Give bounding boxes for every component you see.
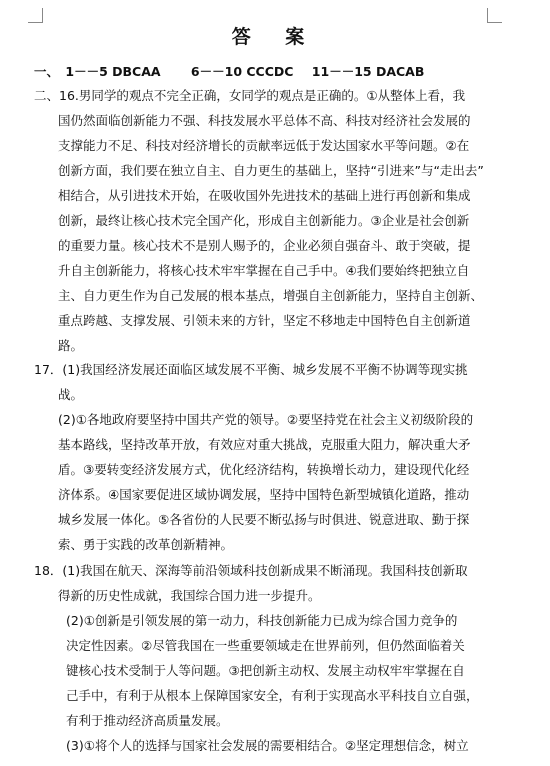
crop-mark-top-right xyxy=(487,8,502,23)
q18-line: 18．(1)我国在航天、深海等前沿领域科技创新成果不断涌现。我国科技创新取 xyxy=(34,563,468,578)
q17-line: 索、勇于实践的改革创新精神。 xyxy=(58,537,234,552)
answer-key-line xyxy=(34,62,424,80)
q16-line: 创新，最终让核心技术完全国产化，形成自主创新能力。③企业是社会创新 xyxy=(58,213,470,228)
q18-line: 键核心技术受制于人等问题。③把创新主动权、发展主动权牢牢掌握在自 xyxy=(66,663,465,678)
q16-line: 二、16.男同学的观点不完全正确，女同学的观点是正确的。①从整体上看，我 xyxy=(34,88,466,103)
answer-group-6-10: 6－－10 CCCDC xyxy=(190,64,294,79)
q18-line: (2)①创新是引领发展的第一动力，科技创新能力已成为综合国力竞争的 xyxy=(66,613,458,628)
section-one-prefix: 一、 xyxy=(34,64,60,79)
q16-line: 重点跨越、支撑发展、引领未来的方针，坚定不移地走中国特色自主创新道 xyxy=(58,313,471,328)
q17-line: (2)①各地政府要坚持中国共产党的领导。②要坚持党在社会主义初级阶段的 xyxy=(58,412,474,427)
q18-line: 得新的历史性成就，我国综合国力进一步提升。 xyxy=(58,588,321,603)
q16-line: 创新方面，我们要在独立自主、自力更生的基础上，坚持“引进来”与“走出去” xyxy=(58,163,484,178)
answer-group-1-5: 1－－5 DBCAA xyxy=(65,64,161,79)
page-title: 答 案 xyxy=(231,26,319,48)
q16-line: 路。 xyxy=(58,338,84,353)
answer-group-11-15: 11－－15 DACAB xyxy=(311,64,425,79)
q18-line: (3)①将个人的选择与国家社会发展的需要相结合。②坚定理想信念，树立 xyxy=(66,738,469,753)
q17-line: 城乡发展一体化。⑤各省份的人民要不断弘扬与时俱进、锐意进取、勤于探 xyxy=(58,512,470,527)
q17-line: 盾。③要转变经济发展方式，优化经济结构，转换增长动力，建设现代化经 xyxy=(58,462,470,477)
q17-line: 战。 xyxy=(58,387,84,402)
q17-line: 基本路线，坚持改革开放，有效应对重大挑战，克服重大阻力，解决重大矛 xyxy=(58,437,471,452)
q16-line: 相结合，从引进技术开始，在吸收国外先进技术的基础上进行再创新和集成 xyxy=(58,188,471,203)
q18-line: 有利于推动经济高质量发展。 xyxy=(66,713,229,728)
q16-line: 的重要力量。核心技术不是别人赐予的，企业必须自强奋斗、敢于突破，提 xyxy=(58,238,471,253)
q16-line: 国仍然面临创新能力不强、科技发展水平总体不高、科技对经济社会发展的 xyxy=(58,113,471,128)
q17-line: 济体系。④国家要促进区域协调发展，坚持中国特色新型城镇化道路，推动 xyxy=(58,487,470,502)
q18-line: 己手中，有利于从根本上保障国家安全，有利于实现高水平科技自立自强， xyxy=(66,688,479,703)
q17-line: 17．(1)我国经济发展还面临区域发展不平衡、城乡发展不平衡不协调等现实挑 xyxy=(34,362,468,377)
q18-line: 决定性因素。②尽管我国在一些重要领域走在世界前列，但仍然面临着关 xyxy=(66,638,465,653)
q16-line: 主、自力更生作为自己发展的根本基点，增强自主创新能力，坚持自主创新、 xyxy=(58,288,484,303)
q16-line: 升自主创新能力，将核心技术牢牢掌握在自己手中。④我们要始终把独立自 xyxy=(58,263,470,278)
q16-line: 支撑能力不足、科技对经济增长的贡献率远低于发达国家水平等问题。②在 xyxy=(58,138,470,153)
crop-mark-top-left xyxy=(28,8,43,23)
